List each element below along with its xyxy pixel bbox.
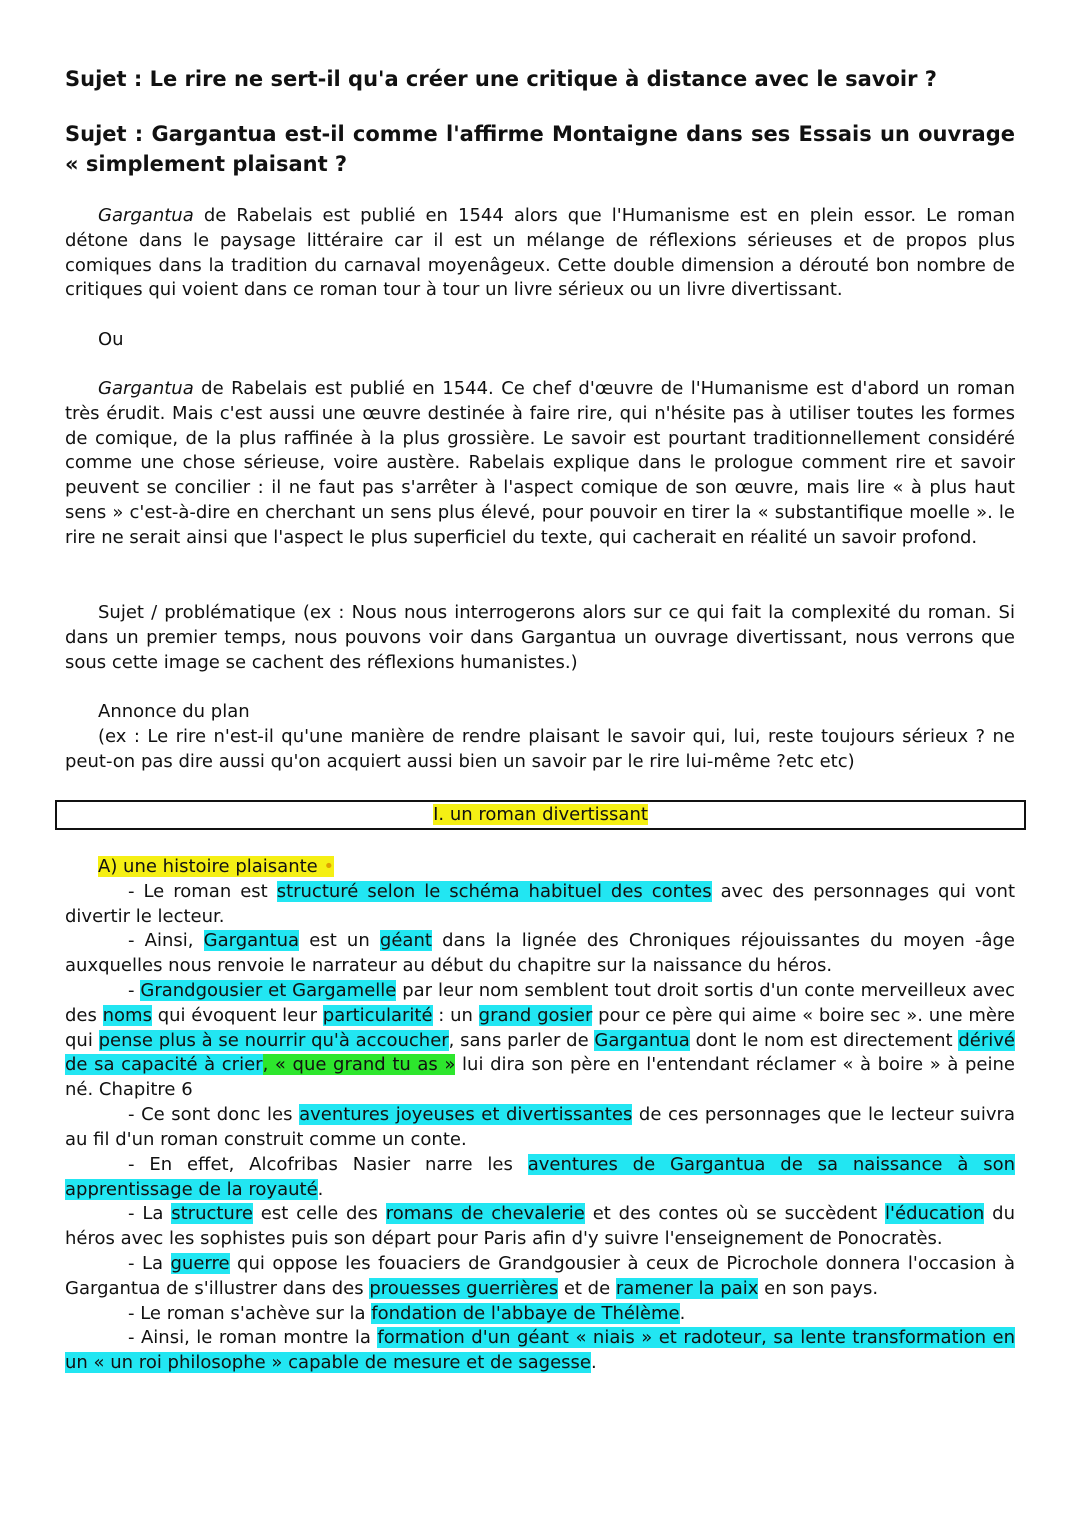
list-item	[65, 1202, 1015, 1252]
annonce-text: (ex : Le rire n'est-il qu'une manière de rendre plaisant le savoir qui, lui, reste toujours sérieux ? ne peut-on pas dire aussi qu'on acquiert aussi bien un savoir par le rire lui-même ?etc etc)	[65, 726, 1015, 772]
highlighted-text: structure	[171, 1203, 253, 1224]
text-segment: .	[679, 1303, 686, 1324]
text-segment: , sans parler de	[448, 1029, 595, 1051]
text-segment: par leur nom semblent tout droit sortis d'un conte merveilleux avec des	[65, 980, 1015, 1026]
text-segment: qui oppose les fouaciers de Grandgousier à ceux de Picrochole donnera l'occasion à Gargantua de s'illustrer dans des	[65, 1253, 1015, 1299]
text-segment: .	[591, 1351, 597, 1373]
text-segment: de ces personnages que le lecteur suivra au fil d'un roman construit comme un conte.	[65, 1104, 1015, 1150]
text-segment: en son pays.	[758, 1277, 879, 1299]
highlighted-text: pense plus à se nourrir qu'à accoucher	[98, 1029, 449, 1051]
list-item	[65, 1153, 1015, 1203]
highlighted-text: structuré selon le schéma habituel des contes	[276, 881, 712, 902]
highlighted-text: noms	[102, 1004, 152, 1026]
text-segment: est celle des	[252, 1203, 386, 1224]
list-item	[65, 880, 1015, 930]
text-segment: du héros avec les sophistes puis son départ pour Paris afin d'y suivre l'enseignement de Ponocratès.	[65, 1203, 1015, 1249]
highlighted-text: , « que grand tu as »	[262, 1054, 456, 1076]
text-segment: et de	[558, 1277, 616, 1299]
text-segment: et des contes où se succèdent	[584, 1203, 886, 1224]
text-segment: avec des personnages qui vont divertir le lecteur.	[65, 881, 1015, 927]
intro-paragraph-1	[65, 204, 1015, 303]
section-title: I. un roman divertissant	[433, 804, 648, 825]
highlighted-text: formation d'un géant « niais » et radoteur, sa lente transformation en un « un roi philosophe » capable de mesure et de sagesse	[65, 1327, 1015, 1373]
list-item	[65, 1252, 1015, 1302]
text-segment: - Le roman s'achève sur la	[128, 1303, 372, 1324]
text-segment: qui évoquent leur	[151, 1004, 323, 1026]
text-segment: - En effet, Alcofribas Nasier narre les	[128, 1154, 528, 1175]
highlighted-text: guerre	[170, 1253, 230, 1274]
section-heading-box	[55, 800, 1026, 830]
list-item	[65, 1302, 1015, 1327]
subsection-title: A) une histoire plaisante	[98, 856, 318, 877]
text-segment: -	[128, 980, 141, 1001]
text-segment: pour ce père qui aime « boire sec ». une mère qui	[65, 1004, 1016, 1051]
text-segment: - Ce sont donc les	[128, 1104, 300, 1125]
highlighted-text: grand gosier	[478, 1004, 593, 1026]
list-item	[65, 979, 1015, 1103]
intro-paragraph-2	[65, 377, 1015, 551]
ou-label: Ou	[98, 329, 124, 350]
text-segment: - Le roman est	[128, 881, 277, 902]
text-segment: est un	[299, 930, 380, 951]
subsection-heading	[65, 855, 1015, 880]
highlighted-text: Gargantua	[594, 1029, 690, 1051]
text-segment: dont le nom est directement	[689, 1029, 959, 1051]
highlighted-text: fondation de l'abbaye de Thélème	[371, 1303, 680, 1324]
highlighted-text: aventures de Gargantua de sa naissance à son apprentissage de la royauté	[65, 1154, 1016, 1200]
annonce-title: Annonce du plan	[98, 701, 250, 722]
sujet-2: Sujet : Gargantua est-il comme l'affirme Montaigne dans ses Essais un ouvrage « simplement plaisant ?	[65, 122, 1015, 176]
text-segment: - La	[128, 1203, 172, 1224]
text-segment: .	[317, 1178, 324, 1200]
highlighted-text: romans de chevalerie	[385, 1203, 585, 1224]
problematique-paragraph: Sujet / problématique (ex : Nous nous interrogerons alors sur ce qui fait la complexité du roman. Si dans un premier temps, nous pouvons voir dans Gargantua un ouvrage divertissant, nous verrons que sous cette image se cachent des réflexions humanistes.)	[65, 602, 1015, 673]
text-segment: dans la lignée des Chroniques réjouissantes du moyen -âge auxquelles nous renvoie le narrateur au début du chapitre sur la naissance du héros.	[65, 930, 1015, 976]
intro-2-text: de Rabelais est publié en 1544. Ce chef d'œuvre de l'Humanisme est d'abord un roman très érudit. Mais c'est aussi une œuvre destinée à faire rire, qui n'hésite pas à utiliser toutes les formes de comique, de la plus raffinée à la plus grossière. Le savoir est pourtant traditionnellement considéré comme une chose sérieuse, voire austère. Rabelais explique dans le prologue comment rire et savoir peuvent se concilier : il ne faut pas s'arrêter à l'aspect comique de son œuvre, mais lire « à plus haut sens » c'est-à-dire en cherchant un sens plus élevé, pour pouvoir en tirer la « substantifique moelle ». le rire ne serait ainsi que l'aspect le plus superficiel du texte, qui cacherait en réalité un savoir profond.	[65, 378, 1015, 548]
text-segment: lui dira son père en l'entendant réclamer « à boire » à peine né. Chapitre 6	[65, 1054, 1015, 1101]
list-item	[65, 929, 1015, 979]
intro-1-text: de Rabelais est publié en 1544 alors que l'Humanisme est en plein essor. Le roman détone dans le paysage littéraire car il est un mélange de réflexions sérieuses et de propos plus comiques dans la tradition du carnaval moyenâgeux. Cette double dimension a dérouté bon nombre de critiques qui voient dans ce roman tour à tour un livre sérieux ou un livre divertissant.	[65, 205, 1015, 301]
highlighted-text: Grandgousier et Gargamelle	[140, 980, 397, 1001]
text-segment: - Ainsi, le roman montre la	[128, 1327, 378, 1348]
text-segment: - Ainsi,	[128, 930, 204, 951]
intro-1-title: Gargantua	[98, 205, 194, 226]
highlighted-text: géant	[379, 930, 432, 951]
intro-2-title: Gargantua	[98, 378, 194, 399]
text-segment: - La	[128, 1253, 171, 1274]
highlighted-text: aventures joyeuses et divertissantes	[299, 1104, 633, 1125]
highlighted-text: dérivé de sa capacité à crier	[65, 1029, 1016, 1076]
highlighted-text: Gargantua	[203, 930, 300, 951]
highlighted-text: prouesses guerrières	[369, 1277, 559, 1299]
highlighted-text: particularité	[322, 1004, 433, 1026]
bullet-icon: •	[323, 856, 335, 877]
text-segment: : un	[432, 1004, 479, 1026]
list-item	[65, 1103, 1015, 1153]
list-item	[65, 1326, 1015, 1376]
sujet-1: Sujet : Le rire ne sert-il qu'a créer une critique à distance avec le savoir ?	[65, 67, 937, 91]
highlighted-text: ramener la paix	[615, 1277, 759, 1299]
highlighted-text: l'éducation	[885, 1203, 985, 1224]
